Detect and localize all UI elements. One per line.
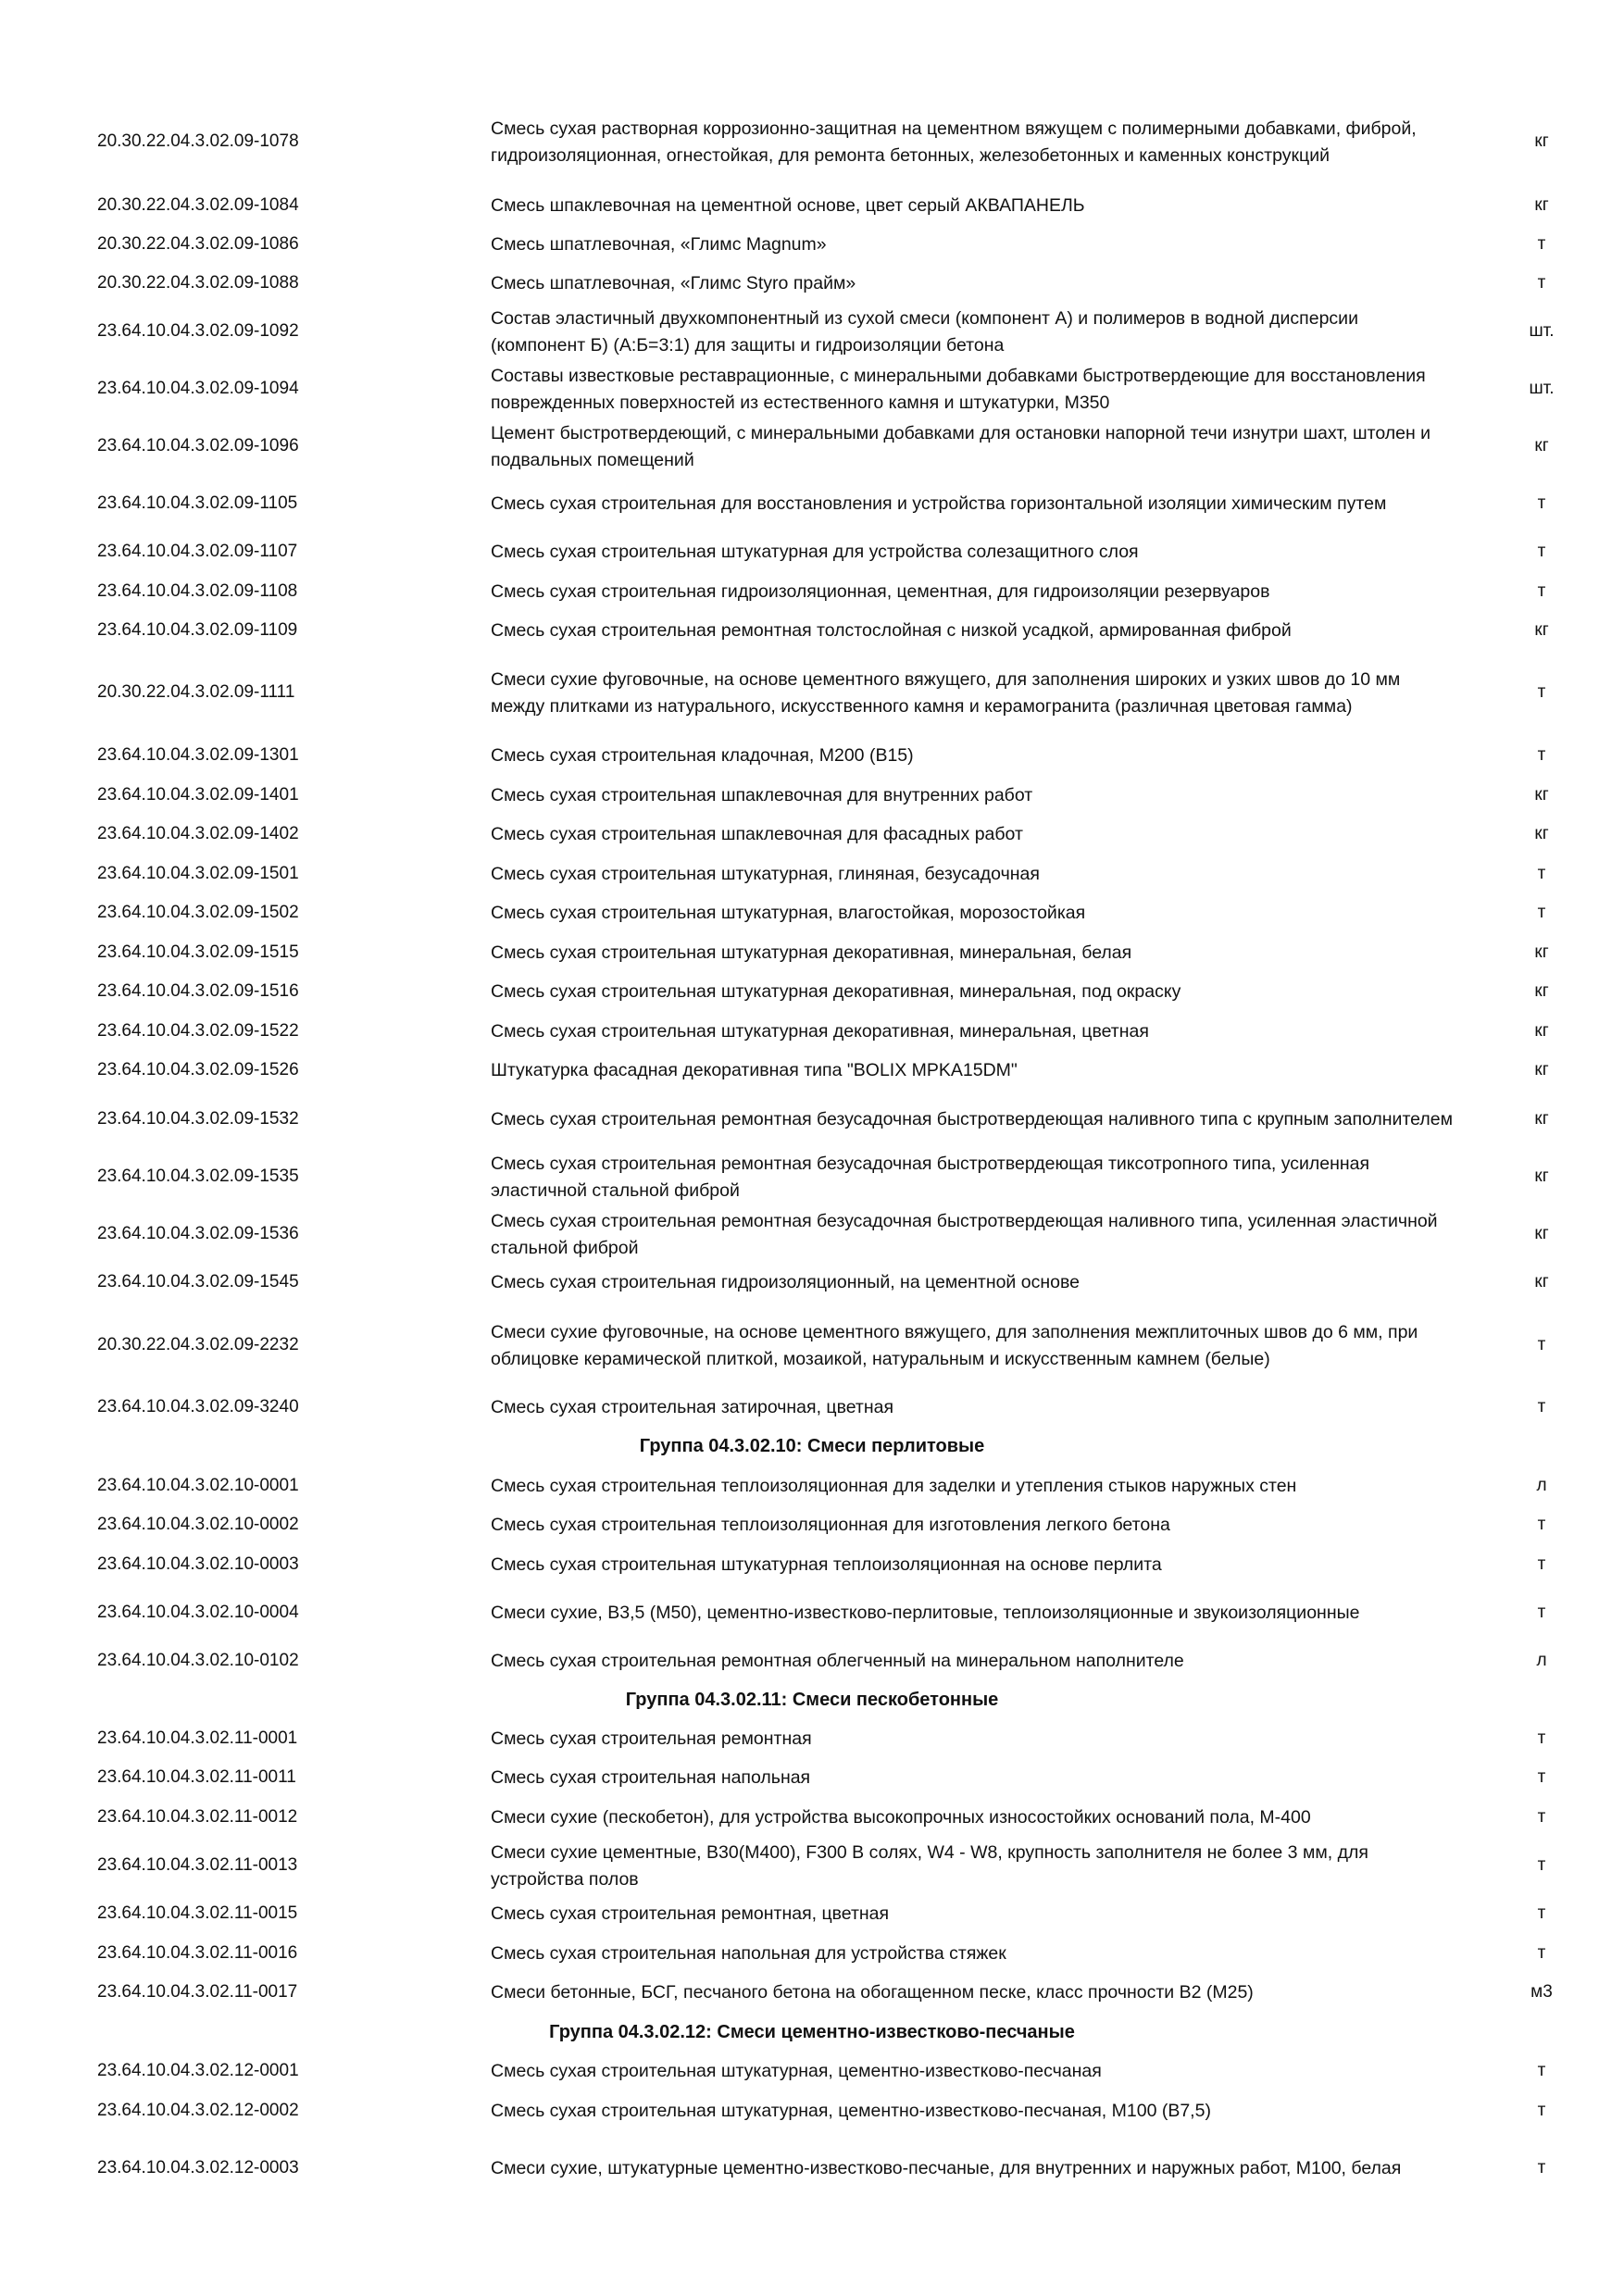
resource-description: Смеси бетонные, БСГ, песчаного бетона на обогащенном песке, класс прочности В2 (М25) [491, 1982, 1254, 2003]
unit-of-measure: шт. [1529, 379, 1555, 398]
resource-description: Смесь сухая строительная штукатурная теплоизоляционная на основе перлита [491, 1554, 1162, 1575]
resource-description: Смеси сухие, В3,5 (М50), цементно-известково-перлитовые, теплоизоляционные и звукоизоляционные [491, 1603, 1360, 1623]
unit-of-measure: кг [1534, 436, 1549, 455]
resource-code: 23.64.10.04.3.02.12-0001 [97, 2061, 299, 2080]
resource-description: Смесь сухая строительная штукатурная, глиняная, безусадочная [491, 864, 1040, 884]
group-heading: Группа 04.3.02.10: Смеси перлитовые [639, 1436, 985, 1456]
resource-code: 23.64.10.04.3.02.10-0003 [97, 1554, 299, 1574]
resource-description: Смесь сухая строительная затирочная, цветная [491, 1397, 894, 1417]
resource-description: Смеси сухие, штукатурные цементно-известково-песчаные, для внутренних и наружных работ, М100, белая [491, 2158, 1402, 2178]
unit-of-measure: кг [1534, 942, 1549, 962]
resource-code: 23.64.10.04.3.02.09-1502 [97, 903, 299, 922]
resource-code: 23.64.10.04.3.02.09-1501 [97, 864, 299, 883]
resource-description: Смеси сухие (пескобетон), для устройства высокопрочных износостойких оснований пола, М-400 [491, 1807, 1311, 1828]
unit-of-measure: кг [1534, 1109, 1549, 1129]
resource-code: 23.64.10.04.3.02.11-0017 [97, 1982, 298, 2002]
resource-description: Смесь сухая строительная ремонтная облегченный на минеральном наполнителе [491, 1651, 1184, 1671]
resource-code: 23.64.10.04.3.02.10-0002 [97, 1515, 299, 1534]
resource-description: Смесь сухая строительная теплоизоляционная для изготовления легкого бетона [491, 1515, 1170, 1535]
resource-code: 23.64.10.04.3.02.12-0003 [97, 2158, 299, 2177]
unit-of-measure: л [1536, 1476, 1547, 1495]
unit-of-measure: т [1537, 581, 1546, 601]
resource-description: Смесь шпаклевочная на цементной основе, цвет серый АКВАПАНЕЛЬ [491, 195, 1085, 216]
resource-code: 23.64.10.04.3.02.09-1092 [97, 321, 299, 341]
resource-description: Смеси сухие фуговочные, на основе цементного вяжущего, для заполнения широких и узких швов до 10 мм между плитками из натурального, искусственного камня и керамогранита (различная цветовая гамма) [491, 669, 1401, 717]
resource-description: Смесь сухая строительная ремонтная безусадочная быстротвердеющая наливного типа, усиленная эластичной стальной фиброй [491, 1211, 1438, 1258]
resource-code: 23.64.10.04.3.02.09-1536 [97, 1224, 299, 1243]
group-heading: Группа 04.3.02.11: Смеси пескобетонные [625, 1690, 999, 1710]
resource-code: 23.64.10.04.3.02.09-1094 [97, 379, 299, 398]
resource-code: 23.64.10.04.3.02.12-0002 [97, 2101, 299, 2120]
unit-of-measure: кг [1534, 1060, 1549, 1079]
unit-of-measure: т [1537, 1554, 1546, 1574]
resource-description: Цемент быстротвердеющий, с минеральными добавками для остановки напорной течи изнутри шахт, штолен и подвальных помещений [491, 423, 1431, 470]
resource-code: 20.30.22.04.3.02.09-1086 [97, 234, 299, 254]
resource-code: 23.64.10.04.3.02.10-0001 [97, 1476, 299, 1495]
unit-of-measure: кг [1534, 195, 1549, 215]
unit-of-measure: кг [1534, 1021, 1549, 1041]
unit-of-measure: т [1537, 542, 1546, 561]
unit-of-measure: кг [1534, 620, 1549, 640]
resource-code: 20.30.22.04.3.02.09-2232 [97, 1335, 299, 1354]
unit-of-measure: т [1537, 1767, 1546, 1787]
resource-description: Смесь сухая строительная гидроизоляционная, цементная, для гидроизоляции резервуаров [491, 581, 1270, 602]
resource-code: 23.64.10.04.3.02.09-1526 [97, 1060, 299, 1079]
unit-of-measure: т [1537, 1903, 1546, 1923]
resource-description: Смеси сухие фуговочные, на основе цементного вяжущего, для заполнения межплиточных швов до 6 мм, при облицовке керамической плиткой, мозаикой, натуральным и искусственным камнем (белые) [491, 1322, 1418, 1369]
unit-of-measure: л [1536, 1651, 1547, 1670]
unit-of-measure: кг [1534, 824, 1549, 843]
resource-code: 23.64.10.04.3.02.09-1108 [97, 581, 298, 601]
unit-of-measure: т [1537, 1397, 1546, 1416]
unit-of-measure: т [1537, 1855, 1546, 1875]
resource-description: Смесь сухая строительная штукатурная, цементно-известково-песчаная, М100 (В7,5) [491, 2101, 1211, 2121]
resource-description: Смесь сухая строительная ремонтная [491, 1728, 812, 1749]
resource-code: 23.64.10.04.3.02.11-0015 [97, 1903, 298, 1923]
resource-code: 23.64.10.04.3.02.11-0001 [97, 1728, 298, 1748]
resource-description: Смесь сухая строительная ремонтная, цветная [491, 1903, 890, 1924]
unit-of-measure: т [1537, 1603, 1546, 1622]
unit-of-measure: т [1537, 864, 1546, 883]
resource-code: 23.64.10.04.3.02.09-1107 [97, 542, 298, 561]
unit-of-measure: т [1537, 1728, 1546, 1748]
unit-of-measure: т [1537, 745, 1546, 765]
resource-description: Смесь сухая строительная штукатурная, влагостойкая, морозостойкая [491, 903, 1086, 923]
unit-of-measure: т [1537, 1515, 1546, 1534]
resource-code: 23.64.10.04.3.02.09-3240 [97, 1397, 299, 1416]
resource-description: Смесь сухая строительная напольная для устройства стяжек [491, 1943, 1006, 1964]
resource-description: Смесь сухая строительная напольная [491, 1767, 811, 1788]
unit-of-measure: т [1537, 903, 1546, 922]
resource-description: Смесь сухая строительная штукатурная, цементно-известково-песчаная [491, 2061, 1102, 2081]
resource-description: Смесь сухая строительная для восстановления и устройства горизонтальной изоляции химическим путем [491, 493, 1387, 514]
resource-code: 23.64.10.04.3.02.09-1401 [97, 785, 299, 805]
group-heading: Группа 04.3.02.12: Смеси цементно-известково-песчаные [549, 2022, 1075, 2042]
resource-code: 23.64.10.04.3.02.09-1301 [97, 745, 299, 765]
resource-description: Смесь сухая строительная ремонтная безусадочная быстротвердеющая наливного типа с крупным заполнителем [491, 1109, 1453, 1129]
resource-description: Смесь сухая строительная кладочная, М200 (В15) [491, 745, 914, 766]
resource-description: Смесь сухая строительная штукатурная декоративная, минеральная, под окраску [491, 981, 1181, 1002]
unit-of-measure: кг [1534, 981, 1549, 1001]
unit-of-measure: т [1537, 682, 1546, 702]
unit-of-measure: кг [1534, 1167, 1549, 1186]
resource-code: 23.64.10.04.3.02.09-1109 [97, 620, 298, 640]
resource-description: Смесь сухая строительная штукатурная для устройства солезащитного слоя [491, 542, 1139, 562]
resource-description: Смесь сухая строительная штукатурная декоративная, минеральная, белая [491, 942, 1132, 963]
resource-code: 23.64.10.04.3.02.10-0102 [97, 1651, 299, 1670]
resource-code: 23.64.10.04.3.02.10-0004 [97, 1603, 299, 1622]
unit-of-measure: кг [1534, 131, 1549, 151]
resource-description: Смесь сухая строительная шпаклевочная для внутренних работ [491, 785, 1033, 805]
unit-of-measure: т [1537, 2061, 1546, 2080]
unit-of-measure: т [1537, 1943, 1546, 1963]
unit-of-measure: кг [1534, 1272, 1549, 1292]
resource-code: 23.64.10.04.3.02.09-1532 [97, 1109, 299, 1129]
resource-code: 20.30.22.04.3.02.09-1078 [97, 131, 299, 151]
resource-code: 23.64.10.04.3.02.11-0011 [97, 1767, 296, 1787]
unit-of-measure: шт. [1529, 321, 1555, 341]
resource-description: Смесь сухая строительная ремонтная безусадочная быстротвердеющая тиксотропного типа, усиленная эластичной стальной фиброй [491, 1154, 1370, 1201]
resource-code: 20.30.22.04.3.02.09-1084 [97, 195, 299, 215]
resource-description: Смесь шпатлевочная, «Глимс Magnum» [491, 234, 827, 255]
resource-code: 23.64.10.04.3.02.09-1522 [97, 1021, 299, 1041]
resource-description: Смесь шпатлевочная, «Глимс Styro прайм» [491, 273, 856, 293]
resource-description: Смесь сухая растворная коррозионно-защитная на цементном вяжущем с полимерными добавками, фиброй, гидроизоляционная, огнестойкая, для ремонта бетонных, железобетонных и каменных конструкций [491, 119, 1417, 166]
unit-of-measure: т [1537, 2101, 1546, 2120]
resource-code: 23.64.10.04.3.02.11-0013 [97, 1855, 298, 1875]
unit-of-measure: т [1537, 1335, 1546, 1354]
unit-of-measure: т [1537, 234, 1546, 254]
resource-description: Смеси сухие цементные, В30(М400), F300 В солях, W4 - W8, крупность заполнителя не более 3 мм, для устройства полов [491, 1842, 1368, 1890]
resource-code: 23.64.10.04.3.02.11-0016 [97, 1943, 298, 1963]
unit-of-measure: т [1537, 273, 1546, 293]
unit-of-measure: т [1537, 493, 1546, 513]
resource-code: 23.64.10.04.3.02.09-1096 [97, 436, 299, 455]
resource-description: Смесь сухая строительная шпаклевочная для фасадных работ [491, 824, 1023, 844]
resource-code: 23.64.10.04.3.02.09-1545 [97, 1272, 299, 1292]
resource-description: Смесь сухая строительная ремонтная толстослойная с низкой усадкой, армированная фиброй [491, 620, 1292, 641]
resource-description: Состав эластичный двухкомпонентный из сухой смеси (компонент А) и полимеров в водной дисперсии (компонент Б) (А:Б=3:1) для защиты и гидроизоляции бетона [491, 308, 1358, 356]
resource-description: Смесь сухая строительная штукатурная декоративная, минеральная, цветная [491, 1021, 1149, 1042]
resource-code: 23.64.10.04.3.02.09-1515 [97, 942, 299, 962]
resource-code: 20.30.22.04.3.02.09-1088 [97, 273, 299, 293]
resource-description: Составы известковые реставрационные, с минеральными добавками быстротвердеющие для восстановления поврежденных поверхностей из естественного камня и штукатурки, М350 [491, 366, 1426, 413]
unit-of-measure: м3 [1530, 1982, 1553, 2002]
resource-code: 23.64.10.04.3.02.09-1535 [97, 1167, 299, 1186]
unit-of-measure: кг [1534, 1224, 1549, 1243]
unit-of-measure: кг [1534, 785, 1549, 805]
resource-description: Смесь сухая строительная теплоизоляционная для заделки и утепления стыков наружных стен [491, 1476, 1297, 1496]
resource-code: 23.64.10.04.3.02.09-1105 [97, 493, 298, 513]
resource-code: 23.64.10.04.3.02.11-0012 [97, 1807, 298, 1827]
resource-description: Смесь сухая строительная гидроизоляционный, на цементной основе [491, 1272, 1080, 1292]
unit-of-measure: т [1537, 1807, 1546, 1827]
resource-description: Штукатурка фасадная декоративная типа "BOLIX MPKA15DM" [491, 1060, 1018, 1080]
unit-of-measure: т [1537, 2158, 1546, 2177]
resource-code: 23.64.10.04.3.02.09-1516 [97, 981, 299, 1001]
resource-code: 20.30.22.04.3.02.09-1111 [97, 682, 295, 702]
resource-code: 23.64.10.04.3.02.09-1402 [97, 824, 299, 843]
